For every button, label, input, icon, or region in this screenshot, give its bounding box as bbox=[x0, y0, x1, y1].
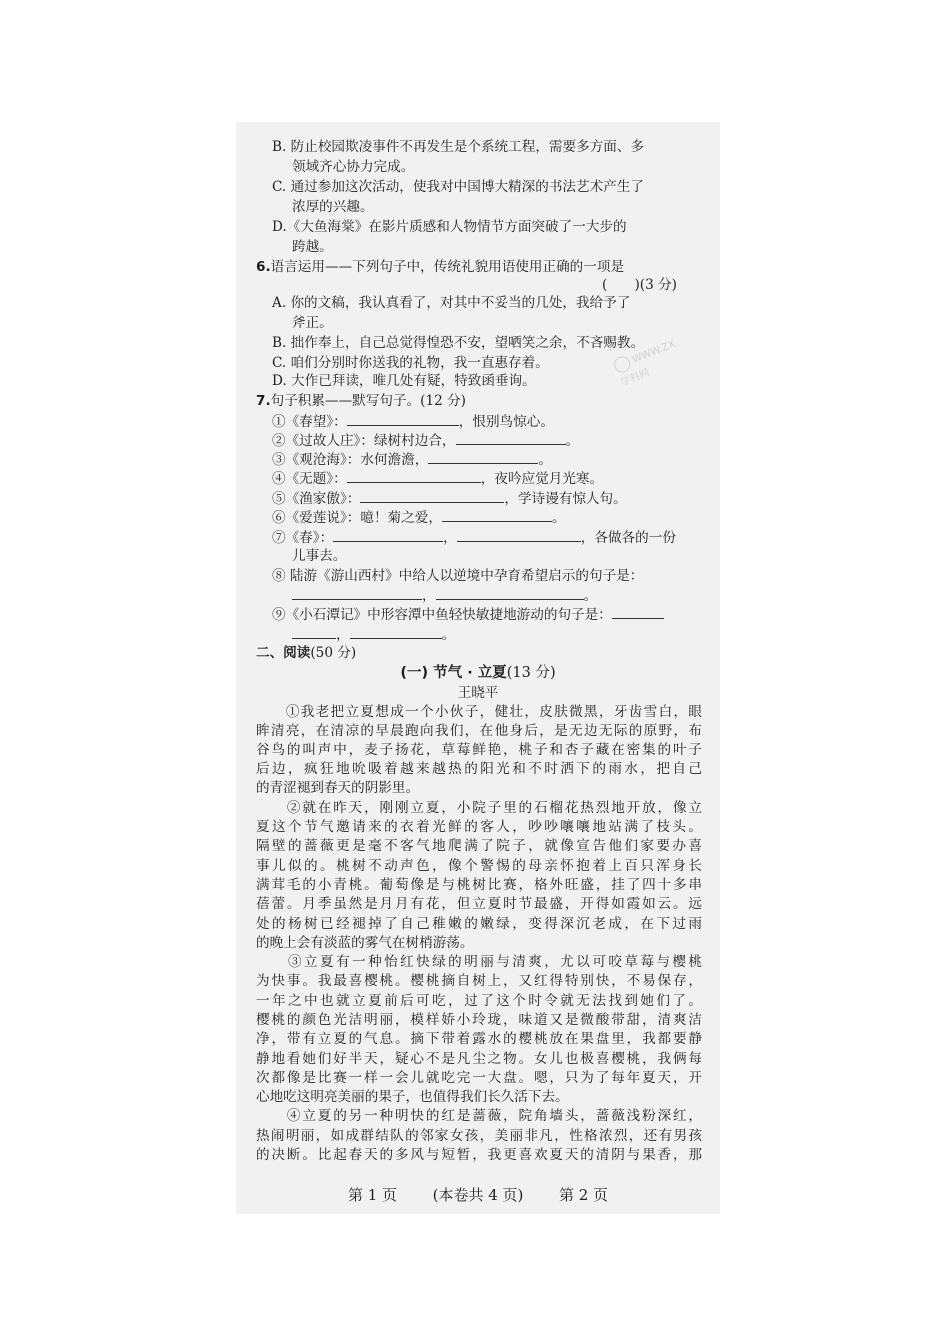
answer-blank[interactable] bbox=[442, 508, 552, 522]
footer-page-2: 第 2 页 bbox=[558, 1186, 609, 1204]
q7-item-9: ⑨《小石潭记》中形容潭中鱼轻快敏捷地游动的句子是： bbox=[272, 605, 664, 624]
article-line: 的决断。比起春天的多风与短暂，我更喜欢夏天的清阴与果香，那 bbox=[256, 1147, 702, 1163]
article-line: 樱桃的颜色光洁明丽，模样娇小玲珑，味道又是微酸带甜，清爽洁 bbox=[256, 1012, 702, 1028]
article-line: 满茸毛的小青桃。葡萄像是与桃树比赛，格外旺盛，挂了四十多串 bbox=[256, 877, 702, 893]
article-title: (一) 节气 · 立夏(13 分) bbox=[400, 665, 556, 681]
watermark: WWW.ZX 学科网 bbox=[612, 324, 723, 417]
q7-item-7-cont: 儿事去。 bbox=[292, 548, 347, 564]
q7-item-8-blanks: ， 。 bbox=[292, 586, 597, 605]
section-heading-reading: 二、阅读(50 分) bbox=[256, 645, 357, 661]
q7-item-7: ⑦《春》： ， ，各做各的一份 bbox=[272, 530, 676, 546]
q6-answer-paren bbox=[602, 276, 677, 294]
q7-item-9-blanks: ， 。 bbox=[292, 625, 455, 644]
answer-blank[interactable] bbox=[292, 625, 336, 639]
q5-option-b-line2: 领域齐心协力完成。 bbox=[292, 159, 415, 175]
q7-item-2: ②《过故人庄》：绿树村边合， 。 bbox=[272, 433, 580, 449]
article-line: ②就在昨天，刚刚立夏，小院子里的石榴花热烈地开放，像立 bbox=[256, 800, 702, 816]
answer-blank[interactable] bbox=[457, 528, 581, 542]
article-line: ①我老把立夏想成一个小伙子，健壮，皮肤微黑，牙齿雪白，眼 bbox=[256, 704, 702, 720]
q7-item-4: ④《无题》： ，夜吟应觉月光寒。 bbox=[272, 471, 604, 487]
article-line: 后边，疯狂地吮吸着越来越热的阳光和不时洒下的雨水，把自己 bbox=[256, 761, 702, 777]
article-line: 的青涩褪到春天的阴影里。 bbox=[256, 780, 420, 796]
q5-option-d-line1: D.《大鱼海棠》在影片质感和人物情节方面突破了一大步的 bbox=[272, 219, 627, 235]
article-line: 事儿似的。桃树不动声色，像个警惕的母亲怀抱着上百只浑身长 bbox=[256, 858, 702, 874]
q6-option-c: C. 咱们分别时你送我的礼物，我一直惠存着。 bbox=[272, 355, 549, 371]
article-line: 处的杨树已经褪掉了自己稚嫩的嫩绿，变得深沉老成，在下过雨 bbox=[256, 916, 702, 932]
article-line: 一年之中也就立夏前后可吃，过了这个时令就无法找到她们了。 bbox=[256, 993, 702, 1009]
answer-blank[interactable] bbox=[360, 489, 504, 503]
answer-blank[interactable] bbox=[436, 586, 584, 600]
q7-stem-text: 句子积累——默写句子。 bbox=[270, 393, 421, 409]
answer-blank[interactable] bbox=[347, 469, 481, 483]
article-line: ③立夏有一种怡红快绿的明丽与清爽，尤以可咬草莓与樱桃 bbox=[256, 954, 702, 970]
article-line: 静地看她们好半天，疑心不是凡尘之物。女儿也极喜樱桃，我俩每 bbox=[256, 1051, 702, 1067]
footer-total-pages: (本卷共 4 页) bbox=[432, 1186, 524, 1204]
q7-item-1: ①《春望》： ，恨别鸟惊心。 bbox=[272, 414, 554, 430]
q5-option-d-line2: 跨越。 bbox=[292, 239, 333, 255]
answer-blank[interactable] bbox=[292, 586, 422, 600]
q6-paren: ( ) bbox=[602, 277, 640, 293]
answer-blank[interactable] bbox=[350, 625, 442, 639]
article-line: 为快事。我最喜樱桃。樱桃摘自树上，又红得特别快，不易保存， bbox=[256, 973, 702, 989]
q6-option-a-line2: 斧正。 bbox=[292, 315, 333, 331]
article-line: 净，带有立夏的气息。摘下带着露水的樱桃放在果盘里，我都要静 bbox=[256, 1031, 702, 1047]
answer-blank[interactable] bbox=[333, 528, 443, 542]
answer-blank[interactable] bbox=[612, 605, 664, 619]
article-line: 隔壁的蔷薇更是毫不客气地爬满了院子，就像宣告他们家要办喜 bbox=[256, 838, 702, 854]
page-footer bbox=[236, 1184, 720, 1205]
q6-option-d: D. 大作已拜读，唯几处有疑，特致函垂询。 bbox=[272, 373, 536, 389]
footer-page-1: 第 1 页 bbox=[347, 1186, 398, 1204]
q6-stem bbox=[256, 258, 624, 276]
article-line: 蓓蕾。月季虽然是月月有花，但立夏时节最盛，开得如霞如云。远 bbox=[256, 896, 702, 912]
q6-option-a-line1: A. 你的文稿，我认真看了，对其中不妥当的几处，我给予了 bbox=[272, 295, 631, 311]
q7-item-8: ⑧ 陆游《游山西村》中给人以逆境中孕育希望启示的句子是： bbox=[272, 568, 644, 584]
article-author: 王晓平 bbox=[457, 685, 499, 701]
q5-option-c-line2: 浓厚的兴趣。 bbox=[292, 199, 374, 215]
answer-blank[interactable] bbox=[428, 450, 538, 464]
q7-score: (12 分) bbox=[420, 393, 466, 409]
q7-item-3: ③《观沧海》：水何澹澹， 。 bbox=[272, 452, 552, 468]
article-line: 热闹明丽，如成群结队的邻家女孩，美丽非凡，性格浓烈，还有男孩 bbox=[256, 1128, 702, 1144]
q6-number: 6. bbox=[256, 259, 271, 275]
answer-blank[interactable] bbox=[347, 412, 459, 426]
q6-option-b: B. 拙作奉上，自己总觉得惶恐不安，望哂笑之余，不吝赐教。 bbox=[272, 335, 645, 351]
q7-item-5: ⑤《渔家傲》： ，学诗谩有惊人句。 bbox=[272, 491, 627, 507]
q7-item-6: ⑥《爱莲说》：噫！菊之爱， 。 bbox=[272, 510, 566, 526]
article-line: 心地吃这明亮美丽的果子，也值得我们长久活下去。 bbox=[256, 1089, 569, 1105]
q5-option-c-line1: C. 通过参加这次活动，使我对中国博大精深的书法艺术产生了 bbox=[272, 179, 644, 195]
article-line: 夏这个节气邀请来的衣着光鲜的客人，吵吵嚷嚷地站满了枝头。 bbox=[256, 819, 702, 835]
q7-number: 7. bbox=[256, 393, 271, 409]
answer-blank[interactable] bbox=[456, 431, 566, 445]
q5-option-b-line1: B. 防止校园欺凌事件不再发生是个系统工程，需要多方面、多 bbox=[272, 139, 645, 155]
q6-stem-text: 语言运用——下列句子中，传统礼貌用语使用正确的一项是 bbox=[270, 259, 625, 275]
article-line: 谷鸟的叫声中，麦子扬花，草莓鲜艳，桃子和杏子藏在密集的叶子 bbox=[256, 742, 702, 758]
article-line: 眸清亮，在清凉的早晨跑向我们，在他身后，是无边无际的原野，布 bbox=[256, 723, 702, 739]
article-line: 的晚上会有淡蓝的雾气在树梢游荡。 bbox=[256, 935, 474, 951]
q7-stem bbox=[256, 392, 466, 410]
q6-score: (3 分) bbox=[639, 277, 677, 293]
article-line: ④立夏的另一种明快的红是蔷薇，院角墙头，蔷薇浅粉深红， bbox=[256, 1108, 702, 1124]
article-line: 次都像是比赛一样一会儿就吃完一大盘。嗯，只为了每年夏天，开 bbox=[256, 1070, 702, 1086]
